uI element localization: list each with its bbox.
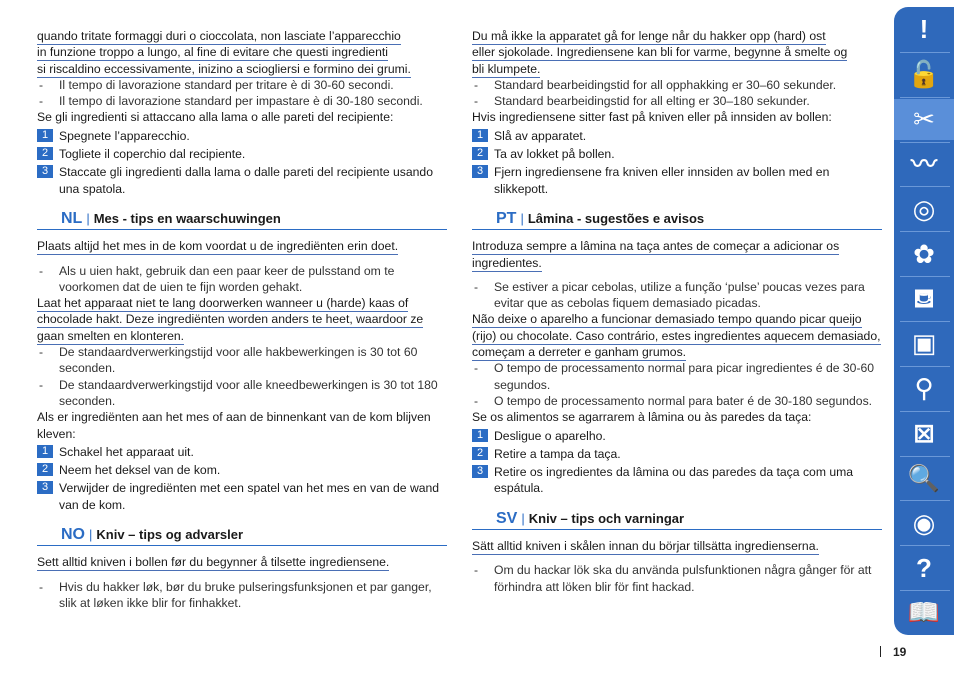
nl-bullet: - De standaardverwerkingstijd voor alle hakbewerkingen is 30 tot 60 seconden. xyxy=(39,345,418,376)
no-step: 2 Ta av lokket på bollen. xyxy=(472,146,882,162)
sidebar-divider xyxy=(900,500,950,501)
sv-section-heading: SV | Kniv – tips och varningar xyxy=(472,511,882,530)
sidebar-divider xyxy=(900,52,950,53)
nl-section-heading: NL | Mes - tips en waarschuwingen xyxy=(37,211,447,230)
question-icon[interactable]: ? xyxy=(916,552,932,583)
pt-step: 2 Retire a tampa da taça. xyxy=(472,446,882,462)
sidebar-divider xyxy=(900,411,950,412)
magnifier-icon[interactable]: 🔍 xyxy=(907,462,941,493)
it-step: 3 Staccate gli ingredienti dalla lama o dalle pareti del recipiente usando una spatola. xyxy=(37,164,447,197)
nl-bullet: - De standaardverwerkingstijd voor alle kneedbewerkingen is 30 tot 180 seconden. xyxy=(39,377,438,408)
sv-bullet: - Om du hackar lök ska du använda pulsfunktionen några gånger för att förhindra att löken blir för fint hackad. xyxy=(474,563,872,594)
sidebar-divider xyxy=(900,366,950,367)
no-step: 3 Fjern ingrediensene fra kniven eller innsiden av bollen med en slikkepott. xyxy=(472,164,882,197)
chapter-sidebar xyxy=(894,7,954,635)
it-bullet: - Il tempo di lavorazione standard per tritare è di 30-60 secondi. xyxy=(39,77,394,92)
tap-icon[interactable]: ⚲ xyxy=(914,373,934,404)
sidebar-divider xyxy=(900,186,950,187)
disposal-icon[interactable]: ⊠ xyxy=(913,417,935,448)
sidebar-divider xyxy=(900,276,950,277)
sidebar-divider xyxy=(900,231,950,232)
page-number: 19 xyxy=(880,644,906,660)
no-intro xyxy=(472,28,882,77)
grating-disc-icon[interactable]: ✿ xyxy=(913,238,935,269)
no-intro-line: eller sjokolade. Ingrediensene kan bli for varme, begynne å smelte og xyxy=(472,45,848,60)
sidebar-divider xyxy=(900,456,950,457)
blade-icon[interactable]: ✂ xyxy=(894,99,954,140)
pt-paragraph: Não deixe o aparelho a funcionar demasiado tempo quando picar queijo (rijo) ou chocolate. Caso contrário, estes ingredientes aquecem demasiado, começam a derreter e ganham grumos. xyxy=(472,312,881,360)
no-section-heading: NO | Kniv – tips og advarsler xyxy=(37,527,447,546)
no-intro-line: Du må ikke la apparatet gå for lenge når du hakker opp (hard) ost xyxy=(472,29,826,43)
jug-icon[interactable]: ⛾ xyxy=(913,283,935,314)
it-intro-line: quando tritate formaggi duri o cioccolata, non lasciate l’apparecchio xyxy=(37,29,401,43)
nl-step: 2 Neem het deksel van de kom. xyxy=(37,462,447,478)
pt-bullet: - O tempo de processamento normal para picar ingredientes é de 30-60 segundos. xyxy=(474,361,875,392)
no-step: 1 Slå av apparatet. xyxy=(472,128,882,144)
pt-paragraph: Introduza sempre a lâmina na taça antes de começar a adicionar os ingredientes. xyxy=(472,239,840,270)
padlock-icon[interactable]: 🔓 xyxy=(907,59,941,90)
nl-step: 1 Schakel het apparaat uit. xyxy=(37,444,447,460)
it-step: 1 Spegnete l’apparecchio. xyxy=(37,128,447,144)
pt-step: 1 Desligue o aparelho. xyxy=(472,428,882,444)
nl-bullet: - Als u uien hakt, gebruik dan een paar keer de pulsstand om te voorkomen dat de uien te fijn worden gehakt. xyxy=(39,263,395,294)
pt-bullet: - O tempo de processamento normal para bater é de 30-180 segundos. xyxy=(474,393,873,408)
no-intro-line: bli klumpete. xyxy=(472,61,541,76)
nl-paragraph: Laat het apparaat niet te lang doorwerken wanneer u (harde) kaas of chocolade hakt. Deze ingrediënten worden anders te heet, waardoor ze gaan smelten en klonteren. xyxy=(37,296,424,343)
pt-step: 3 Retire os ingredientes da lâmina ou das paredes da taça com uma espátula. xyxy=(472,464,882,497)
sidebar-divider xyxy=(900,545,950,546)
pt-bullet: - Se estiver a picar cebolas, utilize a função ‘pulse’ poucas vezes para evitar que as cebolas fiquem demasiado picadas. xyxy=(474,279,865,311)
pt-note: Se os alimentos se agarrarem à lâmina ou às paredes da taça: xyxy=(472,410,812,425)
no-note: Hvis ingrediensene sitter fast på kniven eller på innsiden av bollen: xyxy=(472,110,832,125)
it-intro xyxy=(37,28,447,77)
exclamation-icon[interactable]: ! xyxy=(919,14,929,45)
sidebar-divider xyxy=(900,142,950,143)
right-column xyxy=(472,28,882,595)
nl-note: Als er ingrediënten aan het mes of aan de binnenkant van de kom blijven kleven: xyxy=(37,410,431,441)
storage-icon[interactable]: ▣ xyxy=(911,328,937,359)
it-note: Se gli ingredienti si attaccano alla lama o alle pareti del recipiente: xyxy=(37,110,394,125)
no-paragraph: Sett alltid kniven i bollen før du begynner å tilsette ingrediensene. xyxy=(37,555,390,570)
it-intro-line: si riscaldino eccessivamente, inizino a sciogliersi e formino dei grumi. xyxy=(37,61,411,76)
no-bullet: - Standard bearbeidingstid for all elting er 30–180 sekunder. xyxy=(474,94,810,109)
whisk-disc-icon[interactable]: 〰 xyxy=(910,148,937,179)
recipe-book-icon[interactable]: 📖 xyxy=(907,597,941,628)
nl-step: 3 Verwijder de ingrediënten met een spatel van het mes en van de wand van de kom. xyxy=(37,480,447,513)
sidebar-divider xyxy=(900,97,950,98)
it-step: 2 Togliete il coperchio dal recipiente. xyxy=(37,146,447,162)
sidebar-divider xyxy=(900,590,950,591)
pt-section-heading: PT | Lâmina - sugestões e avisos xyxy=(472,211,882,230)
it-bullet: - Il tempo di lavorazione standard per impastare è di 30-180 secondi. xyxy=(39,94,423,109)
left-column xyxy=(37,28,447,611)
nl-paragraph: Plaats altijd het mes in de kom voordat u de ingrediënten erin doet. xyxy=(37,239,399,254)
it-intro-line: in funzione troppo a lungo, al fine di evitare che questi ingredienti xyxy=(37,45,388,60)
sidebar-divider xyxy=(900,321,950,322)
guarantee-icon[interactable]: ◉ xyxy=(912,507,936,538)
no-bullet: - Hvis du hakker løk, bør du bruke pulseringsfunksjonen et par ganger, slik at løken ikke blir for finhakket. xyxy=(39,579,432,610)
no-bullet: - Standard bearbeidingstid for all opphakking er 30–60 sekunder. xyxy=(474,77,837,92)
sv-paragraph: Sätt alltid kniven i skålen innan du börjar tillsätta ingredienserna. xyxy=(472,539,819,554)
slicing-disc-icon[interactable]: ◎ xyxy=(912,193,936,224)
